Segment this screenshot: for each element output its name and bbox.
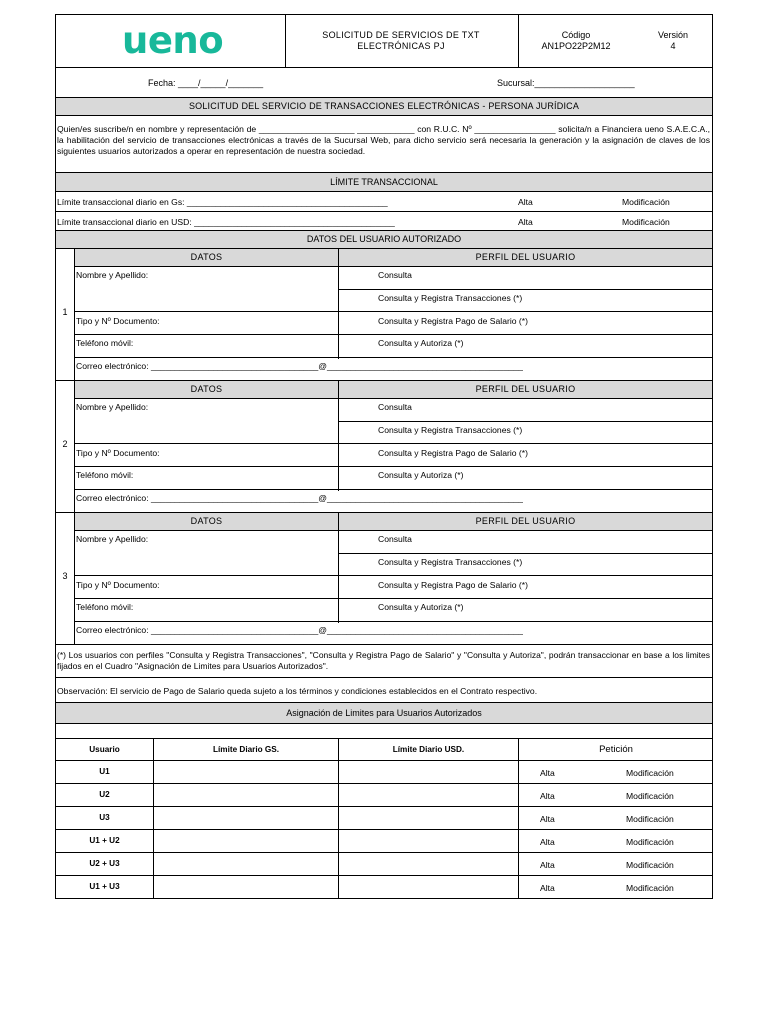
user-label-u1u3: U1 + U3 [89, 882, 120, 891]
alta-option-u2[interactable]: Alta [540, 791, 555, 801]
mod-option-u1[interactable]: Modificación [626, 768, 674, 778]
correo-label-3[interactable]: Correo electrónico: ___________________________________@_________________________________________ [76, 625, 523, 635]
documento-label-3[interactable]: Tipo y Nº Documento: [76, 580, 160, 590]
observacion-row [56, 678, 712, 703]
limit-usd-alta[interactable]: Alta [518, 217, 533, 227]
perfil-registra-salario-1[interactable]: Consulta y Registra Pago de Salario (*) [378, 316, 528, 326]
document-title: SOLICITUD DE SERVICIOS DE TXT ELECTRÓNICAS PJ [322, 30, 480, 51]
limit-usd-input-u1[interactable] [339, 761, 518, 783]
telefono-label-1[interactable]: Teléfono móvil: [76, 338, 134, 348]
documento-label-1[interactable]: Tipo y Nº Documento: [76, 316, 160, 326]
perfil-consulta-2[interactable]: Consulta [378, 402, 412, 412]
perfil-registra-trans-1[interactable]: Consulta y Registra Transacciones (*) [378, 293, 523, 303]
alta-option-u1u2[interactable]: Alta [540, 837, 555, 847]
limit-gs-input-u1u3[interactable] [154, 876, 338, 898]
version-value: 4 [670, 41, 676, 51]
intro-paragraph: Quien/es suscribe/n en nombre y representación de ____________________ ____________ con R.U.C. Nº _________________ solicita/n a Financiera ueno S.A.E.C.A., la habilitación del servicio de transacciones electrónicas a través de la Sucursal Web, para dicho servicio será necesaria la generación y la asignación de claves de los siguientes usuarios autorizados a operar en representación de nuestra sociedad. [57, 124, 710, 156]
user-block-2 [56, 381, 712, 513]
header-peticion: Petición [599, 744, 633, 755]
nombre-label-1[interactable]: Nombre y Apellido: [76, 270, 149, 280]
ueno-logo: ueno [122, 19, 224, 62]
limit-gs-alta[interactable]: Alta [518, 197, 533, 207]
user-label-u2: U2 [99, 790, 110, 799]
version-label: Versión [657, 30, 689, 40]
limit-gs-input-u3[interactable] [154, 807, 338, 829]
assign-row-u1u3 [56, 876, 712, 898]
header-usuario: Usuario [89, 745, 120, 754]
limit-gs-input-u1[interactable] [154, 761, 338, 783]
datos-header-3: DATOS [75, 513, 338, 531]
perfil-header-1: PERFIL DEL USUARIO [339, 249, 712, 267]
user-number-2: 2 [62, 439, 68, 449]
header-limite-usd: Límite Diario USD. [392, 745, 465, 754]
limit-gs-input-u2[interactable] [154, 784, 338, 806]
perfil-registra-trans-2[interactable]: Consulta y Registra Transacciones (*) [378, 425, 523, 435]
observacion-text: Observación: El servicio de Pago de Salario queda sujeto a los términos y condiciones establecidos en el Contrato respectivo. [57, 686, 538, 696]
limit-usd-input-u3[interactable] [339, 807, 518, 829]
limit-usd-input-u1u3[interactable] [339, 876, 518, 898]
mod-option-u1u3[interactable]: Modificación [626, 883, 674, 893]
user-label-u3: U3 [99, 813, 110, 822]
note-row [56, 645, 712, 678]
assign-row-u2u3 [56, 853, 712, 876]
perfil-registra-salario-2[interactable]: Consulta y Registra Pago de Salario (*) [378, 448, 528, 458]
limit-gs-input-u2u3[interactable] [154, 853, 338, 875]
limit-usd-input-u2[interactable] [339, 784, 518, 806]
date-branch-row [56, 68, 712, 98]
telefono-label-2[interactable]: Teléfono móvil: [76, 470, 134, 480]
mod-option-u2u3[interactable]: Modificación [626, 860, 674, 870]
nombre-label-3[interactable]: Nombre y Apellido: [76, 534, 149, 544]
user-block-3 [56, 513, 712, 645]
documento-label-2[interactable]: Tipo y Nº Documento: [76, 448, 160, 458]
limit-gs-mod[interactable]: Modificación [622, 197, 670, 207]
user-label-u1: U1 [99, 767, 110, 776]
correo-label-2[interactable]: Correo electrónico: ___________________________________@_________________________________________ [76, 493, 523, 503]
assign-title: Asignación de Limites para Usuarios Autorizados [56, 703, 712, 724]
header-limite-gs: Límite Diario GS. [213, 745, 279, 754]
user-block-1 [56, 249, 712, 381]
user-number-3: 3 [62, 571, 68, 581]
mod-option-u2[interactable]: Modificación [626, 791, 674, 801]
perfil-autoriza-3[interactable]: Consulta y Autoriza (*) [378, 602, 464, 612]
section-title: SOLICITUD DEL SERVICIO DE TRANSACCIONES ELECTRÓNICAS - PERSONA JURÍDICA [56, 98, 712, 116]
perfil-registra-trans-3[interactable]: Consulta y Registra Transacciones (*) [378, 557, 523, 567]
perfil-header-2: PERFIL DEL USUARIO [339, 381, 712, 399]
perfil-header-3: PERFIL DEL USUARIO [339, 513, 712, 531]
header-row [56, 15, 712, 68]
user-label-u1u2: U1 + U2 [89, 836, 120, 845]
limit-usd-input-u2u3[interactable] [339, 853, 518, 875]
limit-usd-mod[interactable]: Modificación [622, 217, 670, 227]
assign-row-u1 [56, 761, 712, 784]
assign-row-u2 [56, 784, 712, 807]
assign-row-u3 [56, 807, 712, 830]
user-label-u2u3: U2 + U3 [89, 859, 120, 868]
alta-option-u2u3[interactable]: Alta [540, 860, 555, 870]
telefono-label-3[interactable]: Teléfono móvil: [76, 602, 134, 612]
mod-option-u3[interactable]: Modificación [626, 814, 674, 824]
datos-header-2: DATOS [75, 381, 338, 399]
form [55, 14, 713, 899]
limits-title: LÍMITE TRANSACCIONAL [56, 173, 712, 192]
perfil-registra-salario-3[interactable]: Consulta y Registra Pago de Salario (*) [378, 580, 528, 590]
user-number-1: 1 [62, 307, 68, 317]
fecha-field[interactable]: Fecha: ____/_____/_______ [148, 78, 264, 88]
assign-spacer [56, 724, 712, 739]
perfil-autoriza-2[interactable]: Consulta y Autoriza (*) [378, 470, 464, 480]
perfil-autoriza-1[interactable]: Consulta y Autoriza (*) [378, 338, 464, 348]
perfil-consulta-1[interactable]: Consulta [378, 270, 412, 280]
sucursal-field[interactable]: Sucursal:____________________ [497, 78, 635, 88]
limit-row-usd [56, 212, 712, 231]
perfil-consulta-3[interactable]: Consulta [378, 534, 412, 544]
assign-header-row [56, 739, 712, 761]
limit-usd-label[interactable]: Límite transaccional diario en USD: __________________________________________ [57, 217, 395, 227]
limit-gs-input-u1u2[interactable] [154, 830, 338, 852]
alta-option-u1u3[interactable]: Alta [540, 883, 555, 893]
code-value: AN1PO22P2M12 [541, 41, 611, 51]
limit-gs-label[interactable]: Límite transaccional diario en Gs: __________________________________________ [57, 197, 388, 207]
limit-usd-input-u1u2[interactable] [339, 830, 518, 852]
intro-row [56, 116, 712, 173]
nombre-label-2[interactable]: Nombre y Apellido: [76, 402, 149, 412]
correo-label-1[interactable]: Correo electrónico: ___________________________________@_________________________________________ [76, 361, 523, 371]
code-label: Código [561, 30, 591, 40]
alta-option-u3[interactable]: Alta [540, 814, 555, 824]
mod-option-u1u2[interactable]: Modificación [626, 837, 674, 847]
assign-row-u1u2 [56, 830, 712, 853]
limit-row-gs [56, 192, 712, 212]
datos-header-1: DATOS [75, 249, 338, 267]
alta-option-u1[interactable]: Alta [540, 768, 555, 778]
profiles-note: (*) Los usuarios con perfiles "Consulta y Registra Transacciones", "Consulta y Registra Pago de Salario" y "Consulta y Autoriza", podrán transaccionar en base a los limites fijados en el Cuadro "Asignación de Limites para Usuarios Autorizados". [57, 650, 710, 671]
users-title: DATOS DEL USUARIO AUTORIZADO [56, 231, 712, 249]
